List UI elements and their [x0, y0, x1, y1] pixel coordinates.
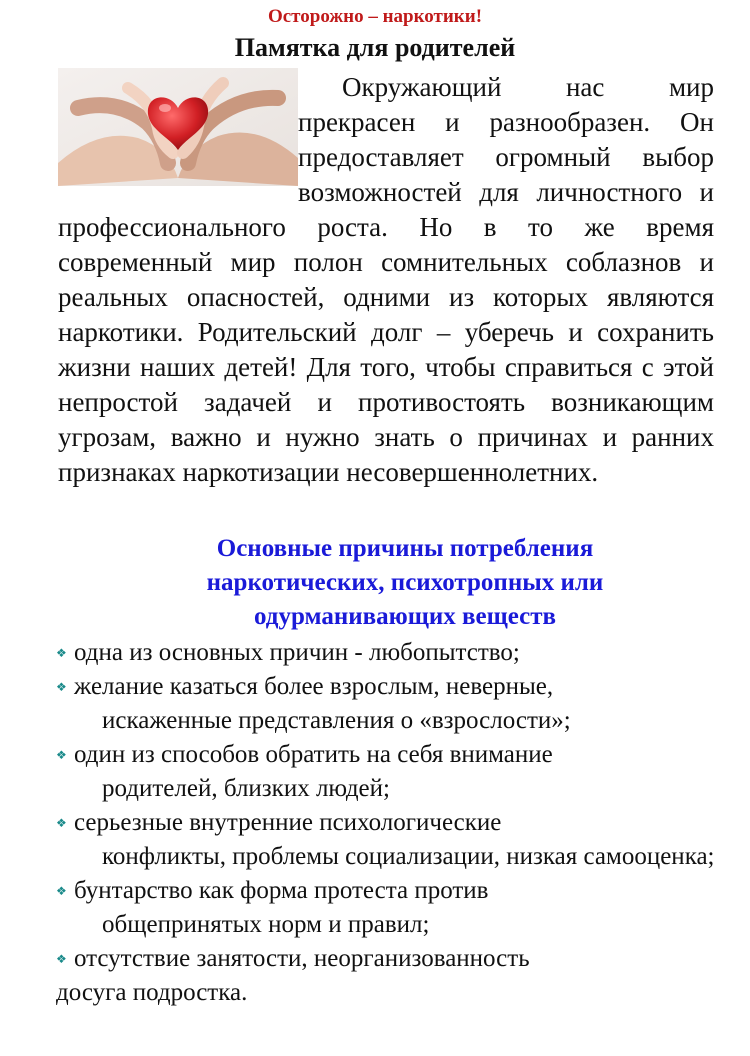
list-item-continuation: искаженные представления о «взрослости»; — [102, 707, 571, 734]
causes-heading-line-3: одурманивающих веществ — [254, 603, 556, 630]
list-item — [56, 942, 736, 1010]
causes-list — [56, 636, 736, 1010]
causes-heading-line-1: Основные причины потребления — [216, 535, 594, 562]
page-title: Памятка для родителей — [234, 33, 516, 62]
list-item — [56, 636, 736, 670]
diamond-bullet-icon: ❖ — [56, 748, 67, 762]
list-item-text: одна из основных причин - любопытство; — [74, 639, 520, 666]
list-item-text: один из способов обратить на себя внимание — [74, 741, 553, 768]
list-item — [56, 670, 736, 738]
warning-title: Осторожно – наркотики! — [267, 6, 483, 27]
list-item-text: серьезные внутренние психологические — [74, 809, 502, 836]
list-item — [56, 738, 736, 806]
list-item-continuation: конфликты, проблемы социализации, низкая самооценка; — [102, 843, 715, 870]
list-item-text: желание казаться более взрослым, неверные, — [74, 673, 554, 700]
diamond-bullet-icon: ❖ — [56, 646, 67, 660]
list-item — [56, 874, 736, 942]
diamond-bullet-icon: ❖ — [56, 884, 67, 898]
list-item-text: отсутствие занятости, неорганизованность — [74, 945, 530, 972]
diamond-bullet-icon: ❖ — [56, 816, 67, 830]
diamond-bullet-icon: ❖ — [56, 680, 67, 694]
causes-heading-line-2: наркотических, психотропных или — [206, 569, 604, 596]
list-item-continuation: общепринятых норм и правил; — [102, 911, 430, 938]
intro-paragraph — [58, 70, 714, 490]
list-item-text: бунтарство как форма протеста против — [74, 877, 489, 904]
list-item-continuation: родителей, близких людей; — [102, 775, 390, 802]
list-item — [56, 806, 736, 874]
intro-text: Окружающий нас мир прекрасен и разнообразен. Он предоставляет огромный выбор возможностей для личностного и профессионального роста. Но в то же время современный мир полон сомнительных соблазнов и реальных опасностей, одними из которых являются наркотики. Родительский долг – уберечь и сохранить жизни наших детей! Для того, чтобы справиться с этой непростой задачей и противостоять возникающим угрозам, важно и нужно знать о причинах и ранних признаках наркотизации несовершеннолетних. — [58, 72, 714, 487]
list-item-continuation: досуга подростка. — [56, 979, 248, 1006]
causes-heading — [60, 532, 750, 634]
diamond-bullet-icon: ❖ — [56, 952, 67, 966]
